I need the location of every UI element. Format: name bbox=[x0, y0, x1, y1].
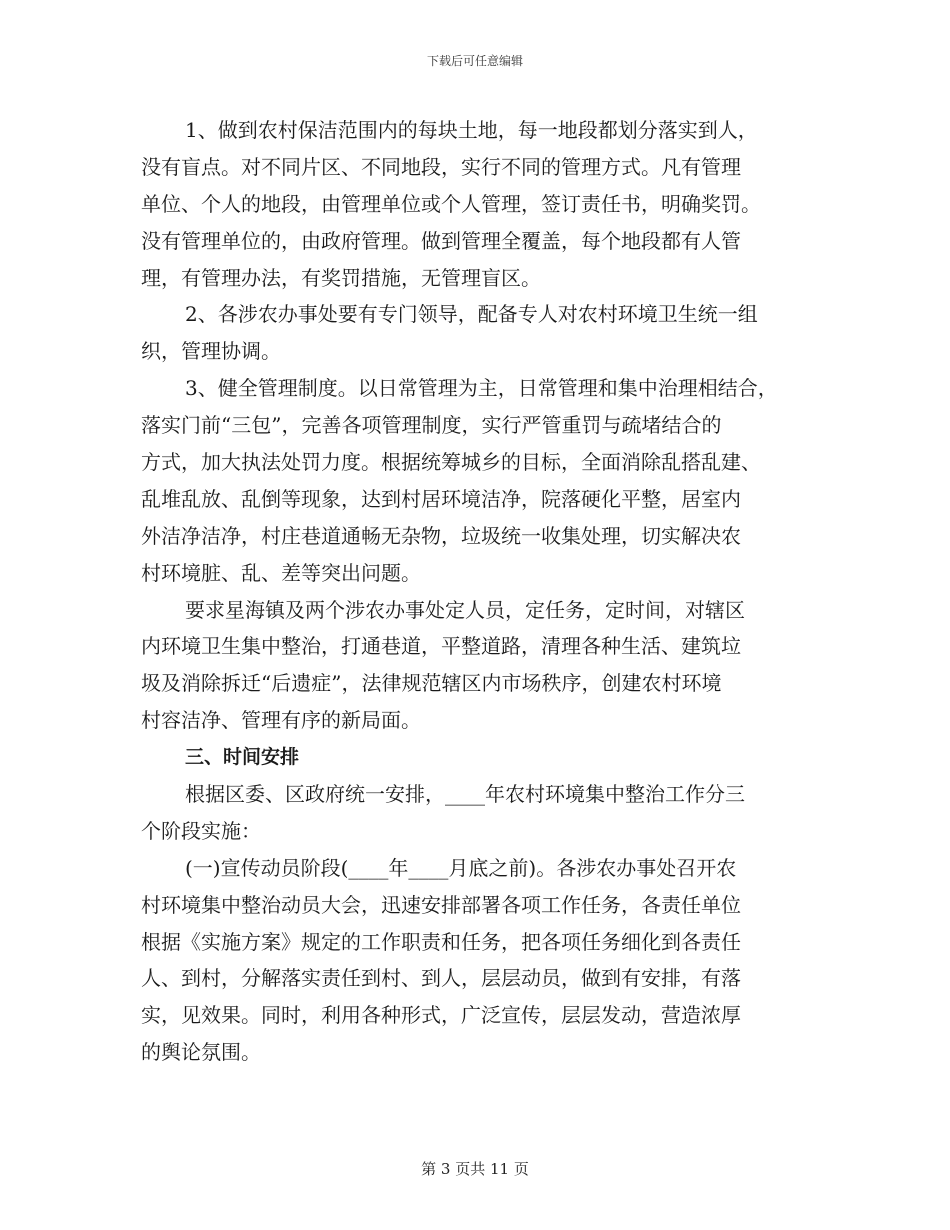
text-line: 圾及消除拆迁“后遗症”，法律规范辖区内市场秩序，创建农村环境 bbox=[141, 671, 722, 696]
text-line: 根据区委、区政府统一安排，____年农村环境集中整治工作分三 bbox=[185, 782, 745, 807]
text-line: 内环境卫生集中整治，打通巷道，平整道路，清理各种生活、建筑垃 bbox=[141, 634, 741, 659]
text-line: 1、做到农村保洁范围内的每块土地，每一地段都划分落实到人， bbox=[185, 118, 758, 142]
text-line: 的舆论氛围。 bbox=[141, 1040, 261, 1065]
text-line: 村容洁净、管理有序的新局面。 bbox=[141, 708, 421, 733]
text-line: 方式，加大执法处罚力度。根据统筹城乡的目标，全面消除乱搭乱建、 bbox=[141, 450, 761, 475]
text-line: 要求星海镇及两个涉农办事处定人员，定任务，定时间，对辖区 bbox=[185, 597, 745, 622]
text-line: 落实门前“三包”，完善各项管理制度，实行严管重罚与疏堵结合的 bbox=[141, 413, 722, 438]
text-line: 织，管理协调。 bbox=[141, 339, 281, 364]
text-line: 外洁净洁净，村庄巷道通畅无杂物，垃圾统一收集处理，切实解决农 bbox=[141, 523, 741, 548]
document-body bbox=[141, 112, 813, 1071]
page-header: 下载后可任意编辑 bbox=[426, 54, 523, 68]
page-footer: 第 3 页共 11 页 bbox=[421, 1160, 529, 1178]
text-line: 理，有管理办法，有奖罚措施，无管理盲区。 bbox=[141, 265, 541, 290]
text-line: 村环境脏、乱、差等突出问题。 bbox=[141, 560, 421, 585]
text-line: 3、健全管理制度。以日常管理为主，日常管理和集中治理相结合， bbox=[185, 376, 778, 401]
text-line: 没有盲点。对不同片区、不同地段，实行不同的管理方式。凡有管理 bbox=[141, 154, 741, 179]
text-line: 单位、个人的地段，由管理单位或个人管理，签订责任书，明确奖罚。 bbox=[141, 191, 761, 216]
text-line: 没有管理单位的，由政府管理。做到管理全覆盖，每个地段都有人管 bbox=[141, 228, 741, 253]
text-line: 根据《实施方案》规定的工作职责和任务，把各项任务细化到各责任 bbox=[141, 929, 741, 954]
text-line: 村环境集中整治动员大会，迅速安排部署各项工作任务，各责任单位 bbox=[141, 892, 741, 917]
text-line: 乱堆乱放、乱倒等现象，达到村居环境洁净，院落硬化平整，居室内 bbox=[141, 486, 741, 511]
section-heading: 三、时间安排 bbox=[185, 746, 300, 769]
text-line: 个阶段实施： bbox=[141, 818, 261, 843]
text-line: (一)宣传动员阶段(____年____月底之前)。各涉农办事处召开农 bbox=[185, 855, 737, 880]
text-line: 2、各涉农办事处要有专门领导，配备专人对农村环境卫生统一组 bbox=[185, 302, 758, 327]
text-line: 实，见效果。同时，利用各种形式，广泛宣传，层层发动，营造浓厚 bbox=[141, 1003, 741, 1028]
text-line: 人、到村，分解落实责任到村、到人，层层动员，做到有安排，有落 bbox=[141, 966, 741, 991]
